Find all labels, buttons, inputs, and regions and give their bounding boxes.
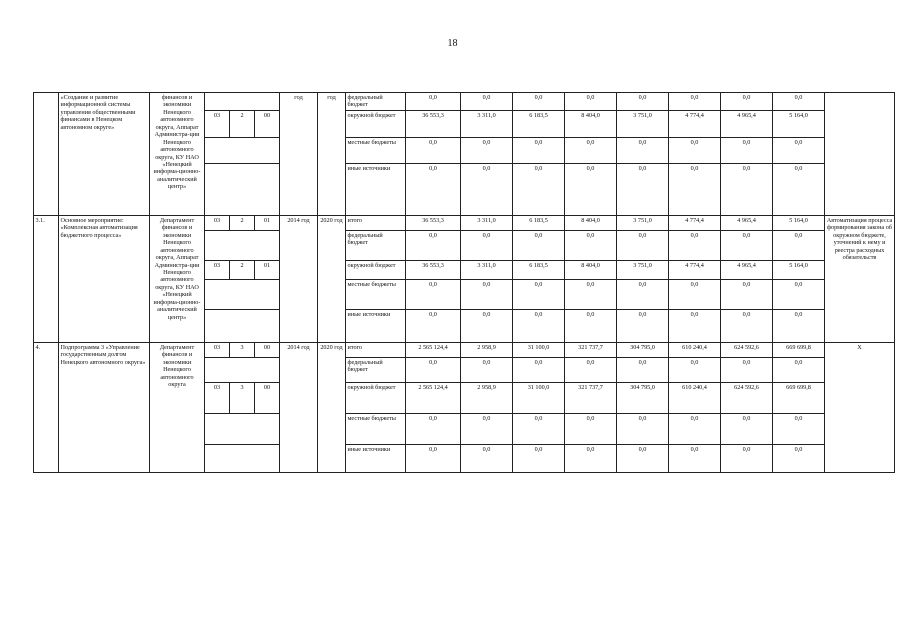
amount-cell: 4 965,4: [721, 215, 773, 230]
empty-code: [205, 413, 280, 444]
amount-cell: 0,0: [461, 309, 513, 342]
amount-cell: 0,0: [669, 309, 721, 342]
amount-cell: 0,0: [406, 309, 461, 342]
amount-cell: 0,0: [406, 357, 461, 382]
amount-cell: 5 164,0: [773, 110, 825, 137]
funding-source: окружной бюджет: [346, 110, 406, 137]
funding-source: федеральный бюджет: [346, 357, 406, 382]
budget-code: 03: [205, 382, 230, 413]
row-number: 3.1.: [34, 215, 59, 342]
funding-source: иные источники: [346, 309, 406, 342]
amount-cell: 3 751,0: [617, 215, 669, 230]
expected-result: X: [825, 342, 895, 472]
budget-code: 03: [205, 215, 230, 230]
empty-code: [205, 309, 280, 342]
amount-cell: 624 592,6: [721, 382, 773, 413]
amount-cell: 0,0: [721, 309, 773, 342]
amount-cell: 0,0: [617, 93, 669, 111]
amount-cell: 0,0: [565, 163, 617, 215]
start-year: 2014 год: [280, 215, 318, 342]
budget-code: 2: [230, 260, 255, 279]
page-number: 18: [447, 38, 458, 49]
amount-cell: 0,0: [513, 279, 565, 309]
amount-cell: 0,0: [565, 93, 617, 111]
amount-cell: 4 965,4: [721, 260, 773, 279]
amount-cell: 5 164,0: [773, 260, 825, 279]
funding-source: итого: [346, 215, 406, 230]
amount-cell: 2 958,9: [461, 342, 513, 357]
expected-result: [825, 93, 895, 216]
amount-cell: 0,0: [565, 230, 617, 260]
budget-code: 01: [255, 215, 280, 230]
amount-cell: 0,0: [617, 137, 669, 163]
amount-cell: 0,0: [669, 163, 721, 215]
empty-code: [205, 279, 280, 309]
amount-cell: 2 565 124,4: [406, 382, 461, 413]
amount-cell: 0,0: [565, 309, 617, 342]
amount-cell: 0,0: [461, 444, 513, 472]
funding-source: местные бюджеты: [346, 413, 406, 444]
funding-source: местные бюджеты: [346, 137, 406, 163]
amount-cell: 0,0: [721, 357, 773, 382]
amount-cell: 0,0: [461, 230, 513, 260]
amount-cell: 4 774,4: [669, 260, 721, 279]
amount-cell: 0,0: [513, 444, 565, 472]
amount-cell: 0,0: [406, 413, 461, 444]
amount-cell: 2 565 124,4: [406, 342, 461, 357]
amount-cell: 0,0: [617, 279, 669, 309]
funding-source: иные источники: [346, 444, 406, 472]
executor: Департамент финансов и экономики Ненецкого автономного округа: [150, 342, 205, 472]
funding-source: окружной бюджет: [346, 382, 406, 413]
budget-code: 00: [255, 382, 280, 413]
amount-cell: 321 737,7: [565, 382, 617, 413]
amount-cell: 0,0: [669, 444, 721, 472]
amount-cell: 0,0: [617, 413, 669, 444]
amount-cell: 0,0: [617, 230, 669, 260]
end-year: год: [318, 93, 346, 216]
amount-cell: 0,0: [617, 163, 669, 215]
amount-cell: 4 774,4: [669, 110, 721, 137]
funding-source: окружной бюджет: [346, 260, 406, 279]
amount-cell: 3 311,0: [461, 260, 513, 279]
amount-cell: 0,0: [669, 93, 721, 111]
end-year: 2020 год: [318, 342, 346, 472]
table-row: [34, 342, 895, 357]
amount-cell: 0,0: [773, 309, 825, 342]
budget-code: 3: [230, 382, 255, 413]
amount-cell: 0,0: [721, 163, 773, 215]
activity-name: Основное мероприятие: «Комплексная автоматизация бюджетного процесса»: [59, 215, 150, 342]
funding-source: итого: [346, 342, 406, 357]
funding-source: местные бюджеты: [346, 279, 406, 309]
amount-cell: 0,0: [773, 163, 825, 215]
amount-cell: 8 404,0: [565, 260, 617, 279]
amount-cell: 31 100,0: [513, 382, 565, 413]
amount-cell: 6 183,5: [513, 110, 565, 137]
amount-cell: 3 751,0: [617, 110, 669, 137]
amount-cell: 0,0: [721, 279, 773, 309]
row-number: 4.: [34, 342, 59, 472]
amount-cell: 0,0: [669, 413, 721, 444]
executor: финансов и экономики Ненецкого автономного округа, Аппарат Администра-ции Ненецкого автономного округа, КУ НАО «Ненецкий информа-ционно-аналитический центр»: [150, 93, 205, 216]
amount-cell: 8 404,0: [565, 215, 617, 230]
amount-cell: 0,0: [773, 413, 825, 444]
amount-cell: 2 958,9: [461, 382, 513, 413]
budget-code: 3: [230, 342, 255, 357]
activity-name: «Создание и развитие информационной системы управления общественными финансами в Ненецком автономном округе»: [59, 93, 150, 216]
empty-code: [205, 357, 280, 382]
amount-cell: 0,0: [565, 413, 617, 444]
amount-cell: 0,0: [669, 137, 721, 163]
amount-cell: 4 774,4: [669, 215, 721, 230]
amount-cell: 0,0: [669, 279, 721, 309]
amount-cell: 0,0: [406, 137, 461, 163]
amount-cell: 669 699,8: [773, 382, 825, 413]
amount-cell: 0,0: [565, 357, 617, 382]
amount-cell: 0,0: [721, 444, 773, 472]
empty-code: [205, 444, 280, 472]
amount-cell: 31 100,0: [513, 342, 565, 357]
budget-code: 2: [230, 110, 255, 137]
amount-cell: 0,0: [406, 279, 461, 309]
amount-cell: 624 592,6: [721, 342, 773, 357]
amount-cell: 6 183,5: [513, 215, 565, 230]
empty-code: [205, 137, 280, 163]
budget-code: 00: [255, 342, 280, 357]
budget-code: 2: [230, 215, 255, 230]
budget-code: 03: [205, 260, 230, 279]
amount-cell: 0,0: [513, 93, 565, 111]
amount-cell: 0,0: [461, 413, 513, 444]
amount-cell: 36 553,3: [406, 260, 461, 279]
amount-cell: 0,0: [513, 357, 565, 382]
amount-cell: 0,0: [773, 444, 825, 472]
amount-cell: 3 311,0: [461, 215, 513, 230]
amount-cell: 0,0: [406, 93, 461, 111]
amount-cell: 3 751,0: [617, 260, 669, 279]
amount-cell: 0,0: [513, 230, 565, 260]
start-year: 2014 год: [280, 342, 318, 472]
activity-name: Подпрограмма 3 «Управление государственным долгом Ненецкого автономного округа»: [59, 342, 150, 472]
amount-cell: 669 699,8: [773, 342, 825, 357]
executor: Департамент финансов и экономики Ненецкого автономного округа, Аппарат Администра-ции Ненецкого автономного округа, КУ НАО «Ненецкий информа-ционно-аналитический центр»: [150, 215, 205, 342]
table-row: [34, 93, 895, 111]
amount-cell: 0,0: [565, 279, 617, 309]
amount-cell: 0,0: [721, 230, 773, 260]
table-row: [34, 215, 895, 230]
amount-cell: 0,0: [461, 279, 513, 309]
start-year: год: [280, 93, 318, 216]
amount-cell: 0,0: [669, 357, 721, 382]
amount-cell: 0,0: [773, 93, 825, 111]
amount-cell: 3 311,0: [461, 110, 513, 137]
empty-code: [205, 93, 280, 111]
amount-cell: 610 240,4: [669, 342, 721, 357]
funding-source: федеральный бюджет: [346, 93, 406, 111]
budget-table-body: [34, 93, 895, 473]
expected-result: Автоматизация процесса формирования закона об окружном бюджете, уточнений к нему и реестра расходных обязательств: [825, 215, 895, 342]
amount-cell: 5 164,0: [773, 215, 825, 230]
empty-code: [205, 163, 280, 215]
amount-cell: 4 965,4: [721, 110, 773, 137]
amount-cell: 0,0: [513, 137, 565, 163]
amount-cell: 321 737,7: [565, 342, 617, 357]
amount-cell: 0,0: [461, 163, 513, 215]
amount-cell: 0,0: [773, 357, 825, 382]
amount-cell: 0,0: [406, 163, 461, 215]
amount-cell: 0,0: [513, 413, 565, 444]
amount-cell: 0,0: [721, 137, 773, 163]
amount-cell: 0,0: [721, 93, 773, 111]
amount-cell: 0,0: [721, 413, 773, 444]
amount-cell: 0,0: [565, 137, 617, 163]
amount-cell: 0,0: [513, 163, 565, 215]
amount-cell: 304 795,0: [617, 382, 669, 413]
amount-cell: 0,0: [461, 357, 513, 382]
budget-table: [33, 92, 895, 473]
amount-cell: 0,0: [513, 309, 565, 342]
amount-cell: 0,0: [773, 230, 825, 260]
amount-cell: 0,0: [565, 444, 617, 472]
amount-cell: 36 553,3: [406, 215, 461, 230]
empty-code: [205, 230, 280, 260]
budget-code: 01: [255, 260, 280, 279]
end-year: 2020 год: [318, 215, 346, 342]
row-number: [34, 93, 59, 216]
amount-cell: 0,0: [461, 137, 513, 163]
budget-code: 03: [205, 110, 230, 137]
amount-cell: 0,0: [617, 309, 669, 342]
amount-cell: 8 404,0: [565, 110, 617, 137]
amount-cell: 0,0: [461, 93, 513, 111]
amount-cell: 0,0: [669, 230, 721, 260]
amount-cell: 6 183,5: [513, 260, 565, 279]
amount-cell: 610 240,4: [669, 382, 721, 413]
amount-cell: 0,0: [617, 357, 669, 382]
budget-code: 03: [205, 342, 230, 357]
amount-cell: 0,0: [406, 230, 461, 260]
budget-code: 00: [255, 110, 280, 137]
amount-cell: 0,0: [617, 444, 669, 472]
amount-cell: 36 553,3: [406, 110, 461, 137]
amount-cell: 304 795,0: [617, 342, 669, 357]
amount-cell: 0,0: [773, 137, 825, 163]
amount-cell: 0,0: [773, 279, 825, 309]
funding-source: иные источники: [346, 163, 406, 215]
funding-source: федеральный бюджет: [346, 230, 406, 260]
amount-cell: 0,0: [406, 444, 461, 472]
